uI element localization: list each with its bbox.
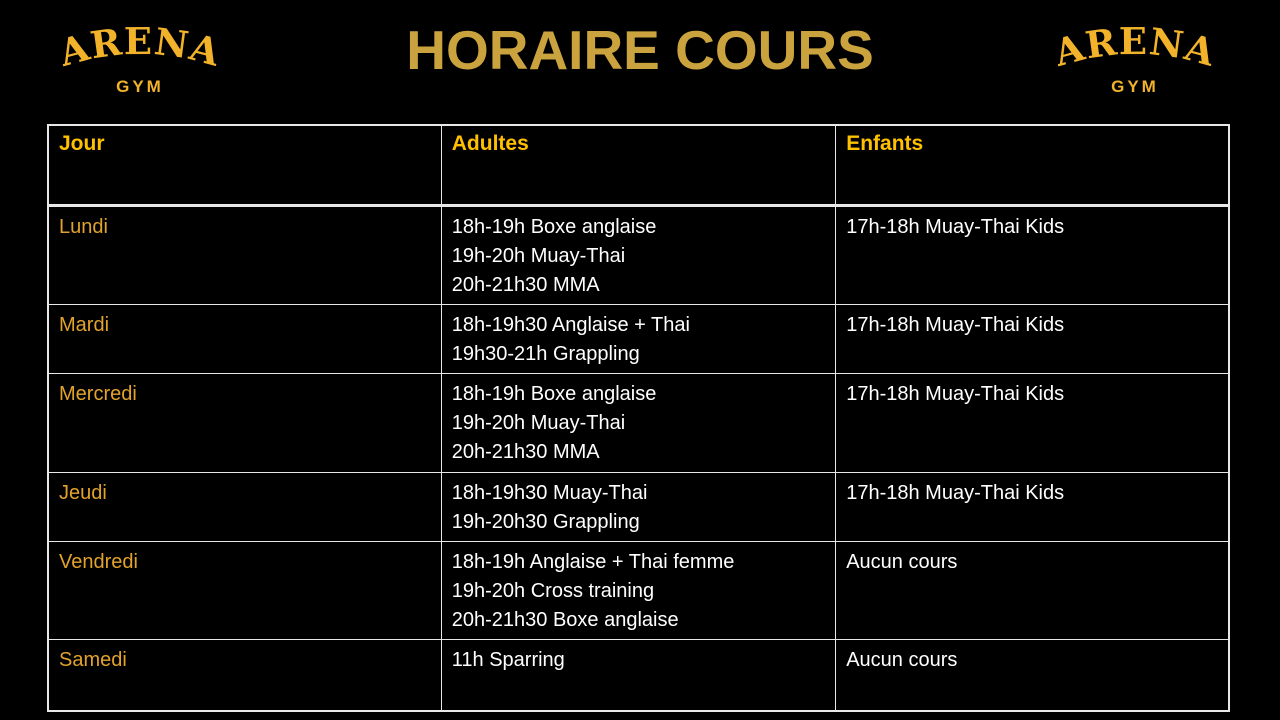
course-line: 19h-20h Cross training bbox=[451, 580, 655, 602]
enfants-cell bbox=[836, 542, 1229, 640]
adultes-cell bbox=[441, 473, 835, 542]
course-line: 19h-20h Muay-Thai bbox=[451, 245, 626, 267]
schedule-table-body bbox=[48, 206, 1229, 711]
enfants-cell bbox=[836, 206, 1229, 305]
course-line: 20h-21h30 Boxe anglaise bbox=[451, 609, 679, 631]
course-line: 18h-19h30 Anglaise + Thai bbox=[451, 314, 690, 336]
adultes-cell bbox=[441, 305, 835, 374]
adultes-cell bbox=[441, 206, 835, 305]
course-line: 11h Sparring bbox=[451, 649, 565, 671]
logo-subtext: GYM bbox=[1111, 77, 1159, 96]
header-row bbox=[48, 125, 1229, 206]
column-header-enfants: Enfants bbox=[836, 125, 1229, 206]
adultes-cell bbox=[441, 542, 835, 640]
course-line: 20h-21h30 MMA bbox=[451, 441, 600, 463]
enfants-cell bbox=[836, 640, 1229, 711]
adultes-cell bbox=[441, 640, 835, 711]
adultes-cell bbox=[441, 374, 835, 473]
schedule-row bbox=[48, 206, 1229, 305]
course-line: 18h-19h Boxe anglaise bbox=[451, 216, 657, 238]
schedule-table-wrap bbox=[47, 124, 1230, 712]
page-title: HORAIRE COURS bbox=[406, 19, 874, 81]
course-line: 18h-19h Boxe anglaise bbox=[451, 383, 657, 405]
course-line: 17h-18h Muay-Thai Kids bbox=[846, 482, 1065, 504]
schedule-row bbox=[48, 542, 1229, 640]
logo-wordmark: ARENA bbox=[1049, 18, 1221, 75]
logo-wordmark: ARENA bbox=[54, 18, 226, 75]
course-line: 20h-21h30 MMA bbox=[451, 274, 600, 296]
enfants-cell bbox=[836, 473, 1229, 542]
schedule-row bbox=[48, 374, 1229, 473]
schedule-row bbox=[48, 305, 1229, 374]
day-cell: Lundi bbox=[48, 206, 441, 305]
course-line: Aucun cours bbox=[846, 649, 958, 671]
schedule-row bbox=[48, 473, 1229, 542]
course-line: Aucun cours bbox=[846, 551, 958, 573]
course-line: 19h-20h30 Grappling bbox=[451, 511, 640, 533]
enfants-cell bbox=[836, 374, 1229, 473]
day-cell: Jeudi bbox=[48, 473, 441, 542]
svg-text:ARENA bbox=[1049, 19, 1221, 75]
column-header-adultes: Adultes bbox=[441, 125, 835, 206]
course-line: 19h-20h Muay-Thai bbox=[451, 412, 626, 434]
day-cell: Mardi bbox=[48, 305, 441, 374]
course-line: 18h-19h30 Muay-Thai bbox=[451, 482, 648, 504]
column-header-jour: Jour bbox=[48, 125, 441, 206]
logo-subtext: GYM bbox=[116, 77, 164, 96]
enfants-cell bbox=[836, 305, 1229, 374]
course-line: 19h30-21h Grappling bbox=[451, 343, 640, 365]
schedule-table bbox=[47, 124, 1230, 712]
course-line: 17h-18h Muay-Thai Kids bbox=[846, 314, 1065, 336]
arena-gym-logo-right bbox=[1042, 16, 1228, 98]
course-line: 18h-19h Anglaise + Thai femme bbox=[451, 551, 735, 573]
schedule-row bbox=[48, 640, 1229, 711]
course-line: 17h-18h Muay-Thai Kids bbox=[846, 383, 1065, 405]
day-cell: Vendredi bbox=[48, 542, 441, 640]
day-cell: Samedi bbox=[48, 640, 441, 711]
day-cell: Mercredi bbox=[48, 374, 441, 473]
course-line: 17h-18h Muay-Thai Kids bbox=[846, 216, 1065, 238]
